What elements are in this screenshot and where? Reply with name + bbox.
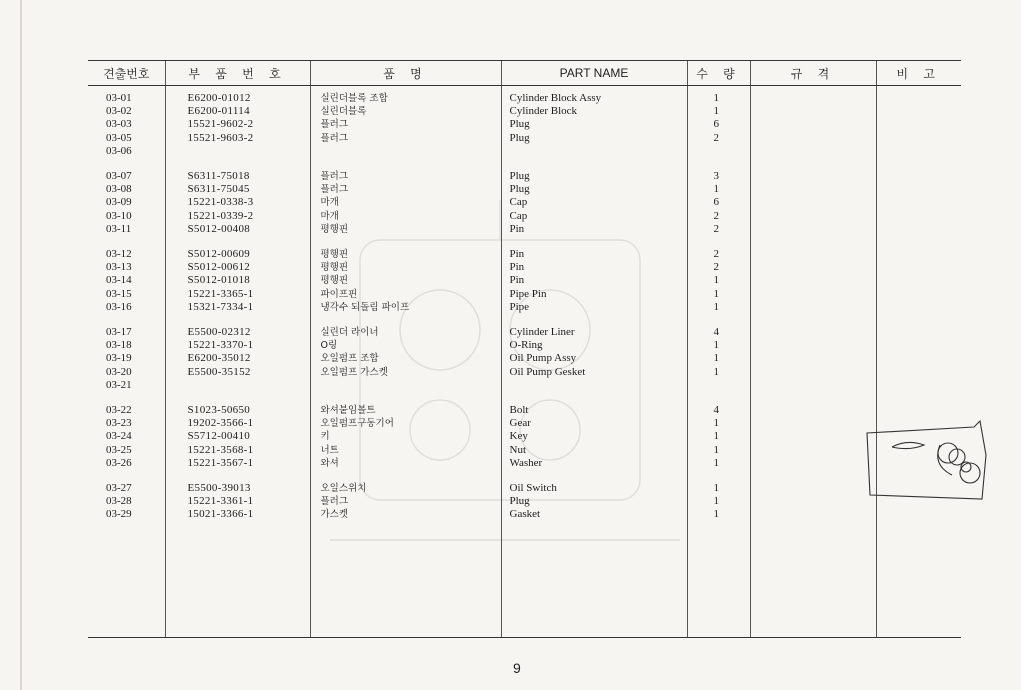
table-row	[88, 457, 961, 470]
header-qty: 수 량	[687, 61, 750, 86]
spec-cell	[750, 366, 876, 379]
remarks-cell	[876, 132, 961, 145]
korean-name-cell: 플러그	[310, 132, 501, 145]
korean-name-cell: 와셔붙임볼트	[310, 404, 501, 417]
remarks-cell	[876, 248, 961, 261]
spec-cell	[750, 314, 876, 326]
korean-name-cell	[310, 158, 501, 170]
ref-no-cell: 03-28	[106, 495, 132, 508]
part-no-cell	[165, 470, 310, 482]
table-row	[88, 495, 961, 508]
part-no-cell: S5012-00609	[165, 248, 310, 261]
remarks-cell	[876, 158, 961, 170]
part-no-cell: E6200-01114	[165, 105, 310, 118]
korean-name-cell	[310, 392, 501, 404]
remarks-cell	[876, 118, 961, 131]
header-part-no: 부 품 번 호	[165, 61, 310, 86]
table-row	[88, 444, 961, 457]
qty-cell: 4	[687, 326, 750, 339]
part-no-cell: 15221-0338-3	[165, 196, 310, 209]
korean-name-cell	[310, 379, 501, 392]
part-no-cell: E5500-35152	[165, 366, 310, 379]
qty-cell: 1	[687, 482, 750, 495]
spec-cell	[750, 470, 876, 482]
spec-cell	[750, 261, 876, 274]
part-name-cell	[501, 470, 687, 482]
remarks-cell	[876, 314, 961, 326]
part-no-cell: 15321-7334-1	[165, 301, 310, 314]
ref-no-cell: 03-01	[106, 92, 132, 104]
ref-no-cell: 03-05	[106, 131, 132, 144]
spec-cell	[750, 105, 876, 118]
remarks-cell	[876, 339, 961, 352]
table-row	[88, 352, 961, 365]
ref-no-cell: 03-07	[106, 170, 132, 183]
ref-no-cell: 03-11	[106, 222, 132, 235]
korean-name-cell	[310, 470, 501, 482]
hand-drawn-sketch	[862, 415, 992, 505]
qty-cell	[687, 522, 750, 638]
qty-cell: 2	[687, 210, 750, 223]
table-row	[88, 288, 961, 301]
remarks-cell	[876, 379, 961, 392]
qty-cell: 1	[687, 274, 750, 287]
korean-name-cell: 오일펌프 조합	[310, 352, 501, 365]
spec-cell	[750, 223, 876, 236]
part-name-cell: Plug	[501, 132, 687, 145]
spec-cell	[750, 145, 876, 158]
table-row	[88, 210, 961, 223]
part-no-cell: 15221-3365-1	[165, 288, 310, 301]
part-name-cell: Plug	[501, 118, 687, 131]
korean-name-cell: 실린더블록 조합	[310, 86, 501, 106]
part-name-cell: O-Ring	[501, 339, 687, 352]
spec-cell	[750, 379, 876, 392]
table-row	[88, 430, 961, 443]
part-no-cell: 15221-3567-1	[165, 457, 310, 470]
qty-cell: 3	[687, 170, 750, 183]
part-no-cell: 15221-0339-2	[165, 210, 310, 223]
korean-name-cell: 실린더 라이너	[310, 326, 501, 339]
part-no-cell	[165, 236, 310, 248]
korean-name-cell	[310, 314, 501, 326]
remarks-cell	[876, 183, 961, 196]
spacer-row	[88, 236, 961, 248]
qty-cell	[687, 470, 750, 482]
remarks-cell	[876, 301, 961, 314]
part-name-cell: Gear	[501, 417, 687, 430]
part-name-cell: Pipe Pin	[501, 288, 687, 301]
ref-no-cell: 03-24	[106, 430, 132, 443]
korean-name-cell: 평행핀	[310, 223, 501, 236]
table-row	[88, 339, 961, 352]
spec-cell	[750, 352, 876, 365]
remarks-cell	[876, 210, 961, 223]
part-no-cell: 15021-3366-1	[165, 508, 310, 521]
korean-name-cell: 플러그	[310, 183, 501, 196]
korean-name-cell	[310, 145, 501, 158]
remarks-cell	[876, 326, 961, 339]
ref-no-cell: 03-22	[106, 404, 132, 417]
remarks-cell	[876, 86, 961, 106]
spec-cell	[750, 158, 876, 170]
spacer-row	[88, 158, 961, 170]
qty-cell: 6	[687, 196, 750, 209]
spec-cell	[750, 457, 876, 470]
ref-no-cell: 03-17	[106, 326, 132, 339]
korean-name-cell: 파이프핀	[310, 288, 501, 301]
part-name-cell: Plug	[501, 495, 687, 508]
spacer-row	[88, 470, 961, 482]
spec-cell	[750, 430, 876, 443]
part-no-cell: E6200-01012	[165, 86, 310, 106]
ref-no-cell	[88, 314, 165, 326]
spec-cell	[750, 301, 876, 314]
ref-no-cell: 03-10	[106, 209, 132, 222]
remarks-cell	[876, 236, 961, 248]
part-name-cell: Cap	[501, 196, 687, 209]
qty-cell: 1	[687, 430, 750, 443]
ref-no-cell: 03-09	[106, 196, 132, 209]
spec-cell	[750, 288, 876, 301]
part-name-cell	[501, 392, 687, 404]
part-no-cell: 15521-9603-2	[165, 132, 310, 145]
qty-cell: 2	[687, 223, 750, 236]
table-row	[88, 183, 961, 196]
spec-cell	[750, 183, 876, 196]
ref-no-cell: 03-03	[106, 118, 132, 131]
spec-cell	[750, 482, 876, 495]
header-ref-no: 견출번호	[88, 61, 165, 86]
remarks-cell	[876, 522, 961, 638]
table-row	[88, 326, 961, 339]
ref-no-cell: 03-26	[106, 456, 132, 469]
part-no-cell: E5500-39013	[165, 482, 310, 495]
remarks-cell	[876, 274, 961, 287]
part-name-cell	[501, 314, 687, 326]
part-name-cell	[501, 379, 687, 392]
table-row	[88, 366, 961, 379]
spec-cell	[750, 404, 876, 417]
qty-cell	[687, 314, 750, 326]
table-row	[88, 223, 961, 236]
ref-no-cell: 03-06	[106, 144, 132, 157]
ref-no-cell: 03-16	[106, 300, 132, 313]
header-remarks: 비 고	[876, 61, 961, 86]
qty-cell: 1	[687, 86, 750, 106]
part-no-cell: S6311-75045	[165, 183, 310, 196]
table-row	[88, 508, 961, 521]
qty-cell: 2	[687, 248, 750, 261]
qty-cell	[687, 392, 750, 404]
spec-cell	[750, 522, 876, 638]
qty-cell: 1	[687, 301, 750, 314]
part-no-cell: 15521-9602-2	[165, 118, 310, 131]
part-name-cell: Plug	[501, 183, 687, 196]
table-row	[88, 482, 961, 495]
ref-no-cell: 03-20	[106, 365, 132, 378]
ref-no-cell: 03-02	[106, 105, 132, 118]
part-name-cell	[501, 522, 687, 638]
part-no-cell	[165, 145, 310, 158]
spec-cell	[750, 495, 876, 508]
qty-cell: 2	[687, 132, 750, 145]
part-name-cell: Gasket	[501, 508, 687, 521]
part-name-cell: Plug	[501, 170, 687, 183]
part-name-cell: Washer	[501, 457, 687, 470]
table-row	[88, 261, 961, 274]
korean-name-cell: 마개	[310, 196, 501, 209]
remarks-cell	[876, 105, 961, 118]
spec-cell	[750, 132, 876, 145]
remarks-cell	[876, 288, 961, 301]
ref-no-cell: 03-18	[106, 339, 132, 352]
spec-cell	[750, 339, 876, 352]
part-no-cell	[165, 314, 310, 326]
korean-name-cell: 오일펌프 가스켓	[310, 366, 501, 379]
part-no-cell	[165, 392, 310, 404]
remarks-cell	[876, 170, 961, 183]
table-row	[88, 274, 961, 287]
part-no-cell: S1023-50650	[165, 404, 310, 417]
part-no-cell: E5500-02312	[165, 326, 310, 339]
part-no-cell: S5012-00612	[165, 261, 310, 274]
header-part-name: PART NAME	[501, 61, 687, 86]
korean-name-cell: 평행핀	[310, 248, 501, 261]
part-name-cell: Key	[501, 430, 687, 443]
ref-no-cell: 03-29	[106, 508, 132, 521]
parts-table-header	[88, 61, 961, 86]
spec-cell	[750, 118, 876, 131]
qty-cell: 2	[687, 261, 750, 274]
spec-cell	[750, 444, 876, 457]
part-name-cell: Cap	[501, 210, 687, 223]
remarks-cell	[876, 352, 961, 365]
spec-cell	[750, 170, 876, 183]
spacer-row	[88, 522, 961, 638]
ref-no-cell: 03-13	[106, 261, 132, 274]
remarks-cell	[876, 196, 961, 209]
table-row	[88, 86, 961, 106]
qty-cell: 1	[687, 339, 750, 352]
korean-name-cell: 실린더블록	[310, 105, 501, 118]
table-row	[88, 196, 961, 209]
spec-cell	[750, 392, 876, 404]
page-number: 9	[513, 660, 521, 676]
qty-cell	[687, 379, 750, 392]
spec-cell	[750, 417, 876, 430]
ref-no-cell: 03-12	[106, 248, 132, 261]
ref-no-cell: 03-23	[106, 417, 132, 430]
spec-cell	[750, 248, 876, 261]
ref-no-cell: 03-08	[106, 183, 132, 196]
korean-name-cell: 평행핀	[310, 274, 501, 287]
qty-cell: 1	[687, 366, 750, 379]
part-no-cell: E6200-35012	[165, 352, 310, 365]
part-name-cell: Oil Pump Assy	[501, 352, 687, 365]
korean-name-cell: 마개	[310, 210, 501, 223]
table-row	[88, 379, 961, 392]
part-no-cell: S5012-00408	[165, 223, 310, 236]
part-name-cell: Pipe	[501, 301, 687, 314]
qty-cell: 1	[687, 105, 750, 118]
qty-cell: 1	[687, 495, 750, 508]
spec-cell	[750, 210, 876, 223]
qty-cell: 1	[687, 352, 750, 365]
table-row	[88, 248, 961, 261]
part-no-cell: 15221-3568-1	[165, 444, 310, 457]
spacer-row	[88, 392, 961, 404]
qty-cell: 4	[687, 404, 750, 417]
table-row	[88, 301, 961, 314]
ref-no-cell	[88, 470, 165, 482]
part-name-cell: Pin	[501, 248, 687, 261]
qty-cell: 1	[687, 457, 750, 470]
korean-name-cell	[310, 522, 501, 638]
korean-name-cell: 너트	[310, 444, 501, 457]
spacer-row	[88, 314, 961, 326]
header-spec: 규 격	[750, 61, 876, 86]
qty-cell: 1	[687, 288, 750, 301]
part-no-cell	[165, 522, 310, 638]
qty-cell	[687, 145, 750, 158]
part-name-cell	[501, 145, 687, 158]
remarks-cell	[876, 261, 961, 274]
remarks-cell	[876, 223, 961, 236]
part-no-cell: S6311-75018	[165, 170, 310, 183]
table-row	[88, 145, 961, 158]
spec-cell	[750, 274, 876, 287]
table-row	[88, 170, 961, 183]
ref-no-cell: 03-25	[106, 443, 132, 456]
remarks-cell	[876, 508, 961, 521]
qty-cell: 1	[687, 508, 750, 521]
korean-name-cell: 와셔	[310, 457, 501, 470]
remarks-cell	[876, 392, 961, 404]
ref-no-cell	[88, 158, 165, 170]
table-row	[88, 404, 961, 417]
part-name-cell: Cylinder Liner	[501, 326, 687, 339]
part-name-cell	[501, 236, 687, 248]
korean-name-cell: 플러그	[310, 170, 501, 183]
ref-no-cell	[88, 236, 165, 248]
header-name-kr: 품 명	[310, 61, 501, 86]
qty-cell: 1	[687, 417, 750, 430]
part-name-cell: Pin	[501, 223, 687, 236]
qty-cell: 1	[687, 183, 750, 196]
ref-no-cell	[88, 392, 165, 404]
part-no-cell: 15221-3370-1	[165, 339, 310, 352]
part-no-cell	[165, 158, 310, 170]
spec-cell	[750, 196, 876, 209]
ref-no-cell: 03-21	[106, 378, 132, 391]
spec-cell	[750, 236, 876, 248]
part-name-cell: Pin	[501, 261, 687, 274]
parts-table-body	[88, 86, 961, 638]
part-name-cell: Cylinder Block	[501, 105, 687, 118]
remarks-cell	[876, 366, 961, 379]
part-no-cell	[165, 379, 310, 392]
part-no-cell: 19202-3566-1	[165, 417, 310, 430]
table-row	[88, 118, 961, 131]
part-name-cell: Bolt	[501, 404, 687, 417]
ref-no-cell	[88, 522, 165, 638]
ref-no-cell: 03-14	[106, 274, 132, 287]
part-name-cell: Nut	[501, 444, 687, 457]
part-no-cell: S5012-01018	[165, 274, 310, 287]
qty-cell	[687, 236, 750, 248]
part-no-cell: S5712-00410	[165, 430, 310, 443]
korean-name-cell: 오일펌프구동기어	[310, 417, 501, 430]
page-binding-edge	[20, 0, 22, 690]
qty-cell: 6	[687, 118, 750, 131]
table-row	[88, 417, 961, 430]
qty-cell	[687, 158, 750, 170]
korean-name-cell: 가스켓	[310, 508, 501, 521]
part-no-cell: 15221-3361-1	[165, 495, 310, 508]
korean-name-cell	[310, 236, 501, 248]
part-name-cell: Pin	[501, 274, 687, 287]
qty-cell: 1	[687, 444, 750, 457]
ref-no-cell: 03-15	[106, 287, 132, 300]
korean-name-cell: 냉각수 되돌림 파이프	[310, 301, 501, 314]
spec-cell	[750, 86, 876, 106]
remarks-cell	[876, 145, 961, 158]
korean-name-cell: 플러그	[310, 118, 501, 131]
spec-cell	[750, 508, 876, 521]
korean-name-cell: 키	[310, 430, 501, 443]
spec-cell	[750, 326, 876, 339]
part-name-cell	[501, 158, 687, 170]
part-name-cell: Oil Pump Gesket	[501, 366, 687, 379]
korean-name-cell: 플러그	[310, 495, 501, 508]
part-name-cell: Cylinder Block Assy	[501, 86, 687, 106]
ref-no-cell: 03-27	[106, 482, 132, 495]
korean-name-cell: 평행핀	[310, 261, 501, 274]
korean-name-cell: O링	[310, 339, 501, 352]
korean-name-cell: 오일스위치	[310, 482, 501, 495]
ref-no-cell: 03-19	[106, 352, 132, 365]
table-row	[88, 105, 961, 118]
parts-table	[88, 60, 961, 638]
table-row	[88, 132, 961, 145]
part-name-cell: Oil Switch	[501, 482, 687, 495]
